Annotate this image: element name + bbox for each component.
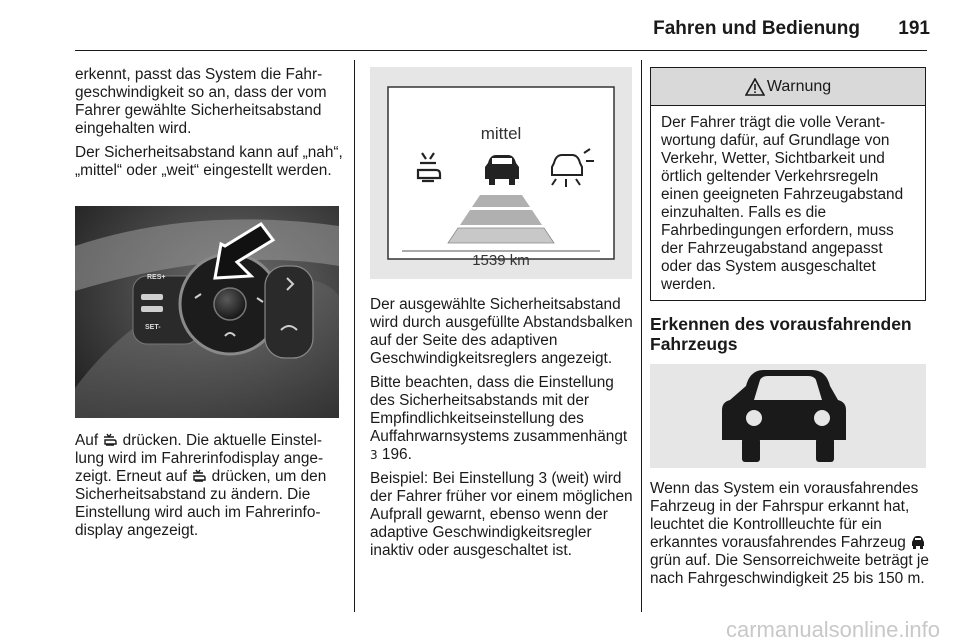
- column-1-lower: [75, 432, 345, 546]
- section-heading: Erkennen des vorausfahrenden Fahrzeugs: [650, 314, 912, 354]
- page-header-title: Fahren und Bedienung: [653, 18, 860, 39]
- col2-paragraph-1: Der ausgewählte Sicherheitsabstand wird durch ausgefüllte Abstandsbalken auf der Seite des adaptiven Geschwindigkeitsreglers angezeigt.: [370, 296, 633, 367]
- set-label: SET-: [145, 324, 161, 331]
- steering-wheel-photo: [75, 206, 339, 418]
- vehicle-ahead-inline-icon: [910, 535, 926, 549]
- col1-paragraph-2: Der Sicherheitsabstand kann auf „nah“, „mittel“ oder „weit“ eingestellt werden.: [75, 144, 343, 179]
- col1-paragraph-1: erkennt, passt das System die Fahrgeschwindigkeit so an, dass der vom Fahrer gewählte Sicherheitsabstand eingehalten wird.: [75, 66, 327, 137]
- section-paragraph-1: [650, 480, 930, 588]
- column-3-lower: [650, 480, 930, 594]
- driver-info-display-figure: [370, 67, 632, 279]
- section-p1-part-a: Wenn das System ein vorausfahrendes Fahrzeug in der Fahrspur erkannt hat, leuchtet die Kontrollleuchte für ein erkanntes vorausfahrendes Fahrzeug: [650, 480, 919, 551]
- col1-p3-part-b: drücken. Die aktuelle Einstellung wird im Fahrerinfodisplay angezeigt. Erneut auf: [75, 432, 324, 485]
- display-odometer: 1539 km: [472, 252, 530, 269]
- res-label: RES+: [147, 274, 166, 281]
- distance-setting-icon: [191, 469, 207, 483]
- col2-p2-part-a: Bitte beachten, dass die Einstellung des Sicherheitsabstands mit der Empfindlichkeitseinstellung des Auffahrwarnsystems zusammenhängt: [370, 374, 628, 445]
- col2-p2-page-ref: 196.: [377, 446, 412, 463]
- warning-text: Der Fahrer trägt die volle Verantwortung dafür, auf Grundlage von Verkehr, Wetter, Sichtbarkeit und örtlich geltender Verkehrsregeln einen geeigneten Fahrzeugabstand einzuhalten. Falls es die Fahrbedingungen erfordern, muss der Fahrzeugabstand angepasst oder das System ausgeschaltet werden.: [661, 114, 904, 293]
- column-1: [75, 66, 343, 186]
- display-setting-label: mittel: [480, 124, 522, 143]
- warning-box: [650, 67, 926, 301]
- col2-paragraph-3: Beispiel: Bei Einstellung 3 (weit) wird der Fahrer früher vor einem möglichen Aufprall gewarnt, ebenso wenn der adaptive Geschwindigkeitsregler inaktiv oder ausgeschaltet ist.: [370, 470, 633, 559]
- distance-setting-icon: [102, 433, 118, 447]
- column-divider-left: [354, 60, 355, 612]
- warning-triangle-icon: [745, 78, 765, 96]
- header-rule: [75, 50, 927, 51]
- warning-title: Warnung: [766, 77, 832, 95]
- col2-paragraph-2: [370, 374, 634, 464]
- warning-header: [651, 68, 925, 106]
- page-number: 191: [898, 18, 930, 39]
- col1-p3-part-c: drücken, um den Sicherheitsabstand zu ändern. Die Einstellung wird auch im Fahrerinfodisplay angezeigt.: [75, 468, 327, 539]
- column-divider-right: [641, 60, 642, 612]
- col1-paragraph-3: [75, 432, 345, 540]
- vehicle-ahead-large-icon: [650, 364, 926, 468]
- column-2: [370, 296, 634, 566]
- section-p1-part-b: grün auf. Die Sensorreichweite beträgt je nach Fahrgeschwindigkeit 25 bis 150 m.: [650, 552, 929, 587]
- col1-p3-part-a: Auf: [75, 432, 103, 449]
- cross-reference-arrow: 3: [370, 448, 378, 462]
- watermark-text: carmanualsonline.info: [725, 617, 940, 642]
- vehicle-ahead-indicator-figure: [650, 364, 926, 468]
